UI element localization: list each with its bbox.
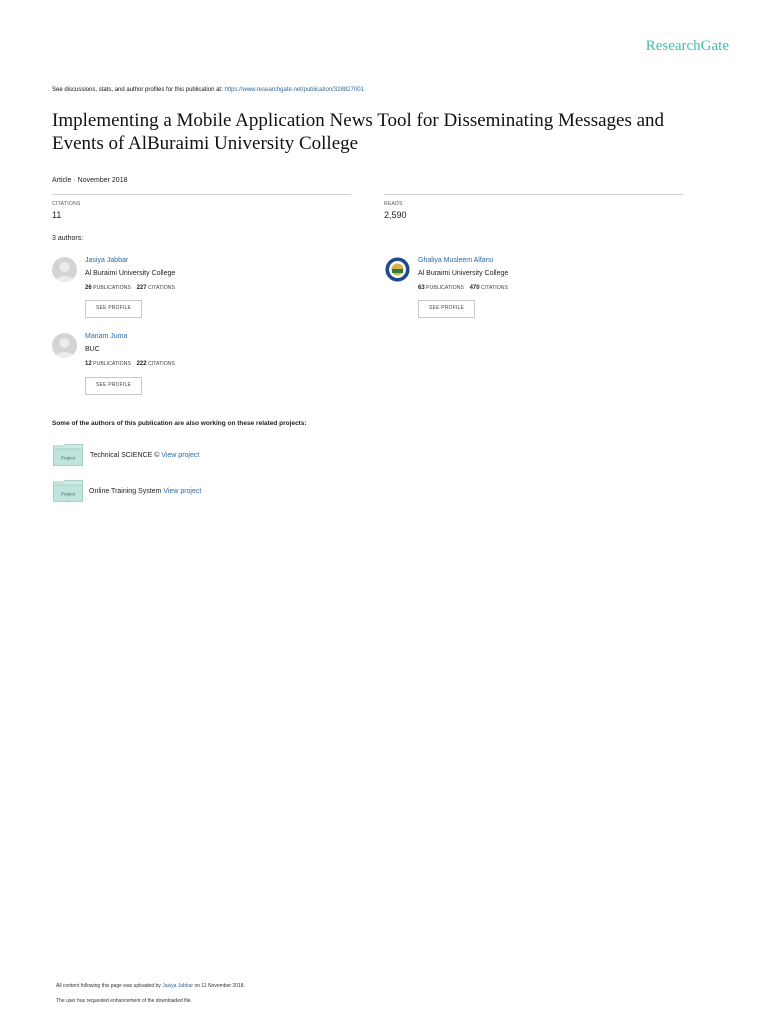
project-line [90, 452, 199, 459]
avatar-placeholder-icon[interactable] [52, 333, 77, 358]
citations-stat [52, 201, 81, 220]
publications-count: 12 [85, 361, 92, 367]
project-folder-icon [53, 480, 83, 501]
view-project-link[interactable]: View project [161, 452, 200, 459]
upload-prefix: All content following this page was uploaded by [56, 983, 161, 989]
discussion-line [52, 87, 364, 93]
see-profile-button[interactable]: SEE PROFILE [85, 377, 142, 395]
publications-label: PUBLICATIONS [93, 361, 131, 367]
divider-citations [52, 194, 351, 195]
citations-count: 227 [136, 285, 147, 291]
author-metrics [418, 285, 508, 291]
author-card [52, 333, 352, 399]
discussion-prefix: See discussions, stats, and author profiles for this publication at: [52, 87, 223, 93]
citations-label: CITATIONS [481, 285, 508, 291]
author-name-link[interactable]: Mariam Juma [85, 333, 128, 340]
citations-label: CITATIONS [148, 361, 175, 367]
publications-count: 26 [85, 285, 92, 291]
publication-title: Implementing a Mobile Application News Tool for Disseminating Messages and Events of AlBuraimi University College [52, 110, 665, 154]
reads-value: 2,590 [384, 210, 407, 220]
see-profile-button[interactable]: SEE PROFILE [85, 300, 142, 318]
citations-count: 222 [136, 361, 147, 367]
reads-label: READS [384, 201, 403, 207]
reads-stat [384, 201, 407, 220]
author-metrics [85, 361, 175, 367]
upload-suffix: on 11 November 2018. [194, 983, 245, 989]
citations-value: 11 [52, 210, 62, 220]
publications-label: PUBLICATIONS [93, 285, 131, 291]
publication-link[interactable]: https://www.researchgate.net/publication/328827001 [224, 87, 364, 93]
view-project-link[interactable]: View project [163, 488, 202, 495]
author-affiliation: Al Buraimi University College [85, 270, 176, 277]
project-line [89, 488, 201, 495]
upload-note [56, 983, 245, 989]
authors-count: 3 authors: [52, 235, 84, 242]
see-profile-button[interactable]: SEE PROFILE [418, 300, 475, 318]
author-affiliation: Al Buraimi University College [418, 270, 509, 277]
project-folder-icon [53, 444, 83, 465]
publications-count: 63 [418, 285, 425, 291]
project-name: Online Training System [89, 488, 162, 495]
enhancement-note: The user has requested enhancement of the downloaded file. [56, 998, 192, 1004]
divider-reads [384, 194, 683, 195]
author-card [52, 257, 352, 323]
researchgate-logo[interactable]: ResearchGate [645, 38, 729, 54]
author-affiliation: BUC [85, 346, 100, 353]
publication-meta: Article · November 2018 [52, 177, 128, 184]
project-icon-label: Project [60, 491, 76, 497]
citations-label: CITATIONS [52, 201, 81, 207]
project-icon-label: Project [60, 455, 76, 461]
related-projects-heading: Some of the authors of this publication are also working on these related projects: [52, 420, 307, 427]
author-metrics [85, 285, 175, 291]
publications-label: PUBLICATIONS [426, 285, 464, 291]
uploader-link[interactable]: Jasiya Jabbar [162, 983, 194, 989]
avatar-placeholder-icon[interactable] [52, 257, 77, 282]
project-name: Technical SCIENCE © [90, 452, 160, 459]
author-name-link[interactable]: Jasiya Jabbar [85, 257, 129, 264]
university-logo-icon[interactable] [385, 257, 410, 282]
citations-count: 470 [469, 285, 480, 291]
author-name-link[interactable]: Ghaliya Musleem Alfarsi [418, 257, 494, 264]
citations-label: CITATIONS [148, 285, 175, 291]
author-card [385, 257, 685, 323]
